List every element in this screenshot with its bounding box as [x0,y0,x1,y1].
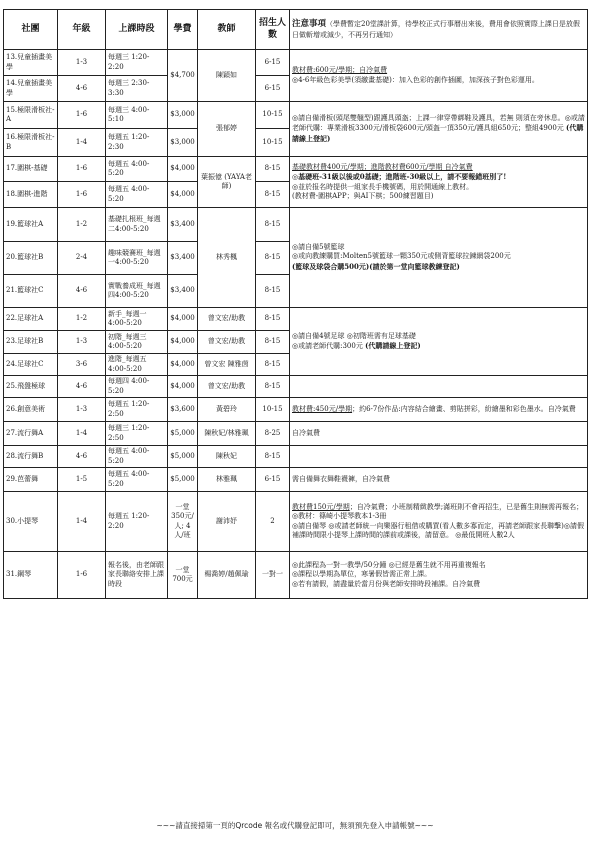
club-name: 23.足球社B [4,331,58,354]
class-time: 每週三 1:20-2:20 [106,50,168,76]
grade: 3-6 [58,354,106,376]
table-row [4,552,588,599]
fee: $3,400 [168,275,198,308]
fee: 一堂 350元/人; 4人/班 [168,492,198,552]
notes [290,308,588,376]
class-time: 初階_每週三 4:00-5:20 [106,331,168,354]
quota: 8-15 [256,308,290,331]
grade: 1-3 [58,398,106,422]
note-line: (籃球及球袋合購500元)(請於第一堂向籃球教練登記) [292,261,460,271]
club-name: 31.鋼琴 [4,552,58,599]
notes [290,157,588,208]
teacher: 曾文宏/助教 [198,376,256,398]
fee: $4,000 [168,308,198,331]
note-line: ◎並於报名時提供一組家長手機號碼，用於開通線上教材。 [292,182,474,191]
quota: 8-15 [256,242,290,275]
quota: 10-15 [256,102,290,129]
table-row [4,422,588,446]
header-notes-sub: （學費暫定20堂課計算，待學校正式行事曆出來後，費用會依照實際上課日是放假日做斬增或減少，不再另行通知） [292,20,580,39]
club-name: 30.小提琴 [4,492,58,552]
teacher: 張郁婷 [198,102,256,157]
grade: 4-6 [58,275,106,308]
note-line: ◎基礎班-31級以後或0基礎；進階班-30級以上，請不要報錯班別了! [292,172,507,182]
quota: 8-15 [256,157,290,182]
club-name: 24.足球社C [4,354,58,376]
fee: $4,000 [168,331,198,354]
fee: $3,400 [168,208,198,242]
header-notes [290,10,588,50]
club-name: 21.籃球社C [4,275,58,308]
table-row [4,376,588,398]
club-name: 22.足球社A [4,308,58,331]
notes [290,50,588,102]
quota: 10-15 [256,129,290,157]
grade: 1-4 [58,422,106,446]
notes [290,376,588,398]
header-row [4,10,588,50]
teacher: 謝沛妤 [198,492,256,552]
table-row [4,398,588,422]
class-time: 每週三 1:20-2:50 [106,422,168,446]
fee: $5,000 [168,422,198,446]
teacher: 林秀楓 [198,208,256,308]
club-name: 25.飛盤極球 [4,376,58,398]
club-name: 13.兒童插畫美學 [4,50,58,76]
header-quota: 招生人數 [256,10,290,50]
grade: 1-2 [58,308,106,331]
club-name: 18.圍棋-進階 [4,182,58,208]
note-line: ；自冷氣費；小班制精緻教學;滿班則不會再招生，已是舊生則無需再報名； [349,503,584,512]
note-line: ◎或請老師代購:300元 [292,342,363,350]
class-time: 每週五 1:20-2:20 [106,492,168,552]
club-name: 16.極限滑板社-B [4,129,58,157]
quota: 2 [256,492,290,552]
fee: $4,000 [168,182,198,208]
header-time: 上課時段 [106,10,168,50]
teacher: 陳秋妃/林雅珮 [198,422,256,446]
fee: $4,000 [168,354,198,376]
class-time: 每週四 4:00-5:20 [106,376,168,398]
class-time: 每週三 2:30-3:30 [106,76,168,102]
grade: 1-4 [58,129,106,157]
grade: 1-3 [58,50,106,76]
fee: $3,000 [168,102,198,129]
quota: 8-15 [256,331,290,354]
teacher: 黃碧玲 [198,398,256,422]
class-time: 進階_每週五 4:00-5:20 [106,354,168,376]
table-row [4,50,588,76]
header-grade: 年級 [58,10,106,50]
table-row [4,208,588,242]
class-time: 每週五 1:20-2:30 [106,129,168,157]
note-line: (代購請線上登記) [365,341,421,350]
grade: 1-6 [58,182,106,208]
club-name: 28.流行舞B [4,446,58,468]
table-row [4,157,588,182]
quota: 8-15 [256,446,290,468]
grade: 2-4 [58,242,106,275]
class-time: 每週五 4:00-5:20 [106,468,168,492]
fee: $5,000 [168,468,198,492]
footer-note: ~~~請直接掃第一頁的Qrcode 報名或代購登記即可，無須預先登入申請帳號~~~ [156,821,434,830]
fee: 一堂 700元 [168,552,198,599]
teacher: 楊喬婷/趙佩瑜 [198,552,256,599]
quota: 8-15 [256,208,290,242]
grade: 4-6 [58,76,106,102]
grade: 1-6 [58,552,106,599]
class-time: 趣味競賽班_每週一4:00-5:20 [106,242,168,275]
grade: 4-6 [58,446,106,468]
class-time: 實戰養成班_每週四4:00-5:20 [106,275,168,308]
note-line: ；約6-7份作品:内容結合繪畫、剪貼拼彩，紛繪墨和彩色墨水。自冷氣費 [352,404,576,413]
fee: $4,000 [168,376,198,398]
note-line: 教材費150元/學期 [292,503,350,512]
class-time: 每週五 4:00-5:20 [106,157,168,182]
table-row [4,102,588,129]
club-name: 26.創意美術 [4,398,58,422]
fee: $4,700 [168,50,198,102]
note-line: ◎請自備滑板(頭尾雙翹型)跟護具頭盔；上課一律穿帶綁鞋及護具，若無 則須在旁休息。◎或請老師代購：專業滑板3300元/滑板袋600元/頭盔一頂350元/護具組650元；整組4900元 [292,114,585,133]
notes: 自冷氣費 [290,422,588,446]
fee: $3,600 [168,398,198,422]
note-line: ◎此課程為一對一教學/50分鐘 ◎已經是舊生就不用再重複報名 [292,561,486,570]
table-row [4,492,588,552]
grade: 1-6 [58,157,106,182]
quota: 10-15 [256,398,290,422]
note-line: ◎教材：篠崎小提琴教本1-3冊 [292,512,387,521]
quota: 6-15 [256,468,290,492]
teacher: 陳穎如 [198,50,256,102]
notes: 需自備舞衣舞鞋襪褲，自冷氣費 [290,468,588,492]
note-line: (教材費-圍棋APP；與AI下棋；500練習題目) [292,191,434,200]
header-teacher: 教師 [198,10,256,50]
note-line: ◎請自備4號足球 ◎初階班需有足球基礎 [292,331,416,340]
grade: 4-6 [58,376,106,398]
class-time: 新手_每週一 4:00-5:20 [106,308,168,331]
club-name: 29.芭蕾舞 [4,468,58,492]
header-notes-title: 注意事項 [292,19,327,30]
quota: 8-15 [256,376,290,398]
grade: 1-3 [58,331,106,354]
note-line: 教材費:600元/學期；自冷氣費 [292,66,388,75]
schedule-table [3,9,588,599]
table-row [4,308,588,331]
notes [290,398,588,422]
club-name: 17.圍棋-基礎 [4,157,58,182]
class-time: 報名後，由老師跟家長聯絡安排上課時段 [106,552,168,599]
note-line: (代購請線上登記) [292,123,584,143]
teacher: 曾文宏/助教 [198,331,256,354]
grade: 1-2 [58,208,106,242]
quota: 8-15 [256,354,290,376]
fee: $3,000 [168,129,198,157]
notes [290,102,588,157]
quota: 6-15 [256,50,290,76]
quota: 8-25 [256,422,290,446]
note-line: ◎請自備5號籃球 [292,243,345,252]
teacher: 曾文宏 陳雅茵 [198,354,256,376]
class-time: 每週五 4:00-5:20 [106,446,168,468]
class-time: 每週三 4:00-5:10 [106,102,168,129]
note-line: ◎請自備琴 ◎或請老師統一向樂器行租借或購買(看人數多寡而定，再請老師跟家長聯擊)◎請假補課時間限小提琴上課時間的課前或課後，請留意。 ◎最低開班人數2人 [292,521,585,539]
class-time: 每週五 1:20-2:50 [106,398,168,422]
teacher: 林雅珮 [198,468,256,492]
note-line: ◎或向教練購買:Molten5號籃球一顆350元或側背籃球拉鍊網袋200元 [292,252,511,261]
quota: 6-15 [256,76,290,102]
club-name: 14.兒童插畫美學 [4,76,58,102]
fee: $5,000 [168,446,198,468]
club-name: 19.籃球社A [4,208,58,242]
club-name: 15.極限滑板社-A [4,102,58,129]
note-line: ◎4-6年級色彩美學(須繳畫基礎)：加入色彩的創作插圖，加深孩子對色彩運用。 [292,75,539,84]
grade: 1-6 [58,102,106,129]
notes [290,552,588,599]
header-fee: 學費 [168,10,198,50]
note-line: ◎若有請假，請盡量於當月份與老師安排時段補課。自冷氣費 [292,579,481,588]
class-time: 基礎扎根班_每週二4:00-5:20 [106,208,168,242]
fee: $3,400 [168,242,198,275]
quota: 一對一 [256,552,290,599]
notes [290,208,588,308]
grade: 1-5 [58,468,106,492]
quota: 8-15 [256,182,290,208]
club-name: 20.籃球社B [4,242,58,275]
class-time: 每週五 4:00-5:20 [106,182,168,208]
fee: $4,000 [168,157,198,182]
note-line: ◎課程以學期為單位，寒暑假皆需正常上課。 [292,570,432,579]
notes [290,492,588,552]
table-row [4,446,588,468]
teacher: 陳秋妃 [198,446,256,468]
club-name: 27.流行舞A [4,422,58,446]
header-club: 社團 [4,10,58,50]
notes [290,446,588,468]
grade: 1-4 [58,492,106,552]
teacher: 曾文宏/助教 [198,308,256,331]
table-row [4,468,588,492]
note-line: 教材費:450元/學期 [292,404,353,413]
teacher: 葉振億 (YAYA老師) [198,157,256,208]
note-line: 基礎教材費400元/學期；進階教材費600元/學期 自冷氣費 [292,163,473,172]
quota: 8-15 [256,275,290,308]
